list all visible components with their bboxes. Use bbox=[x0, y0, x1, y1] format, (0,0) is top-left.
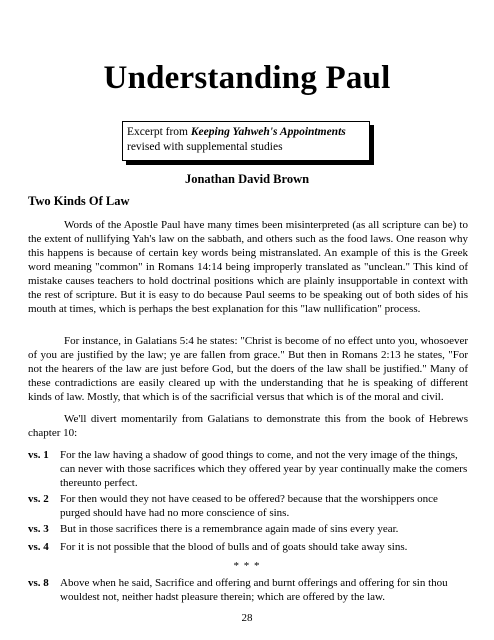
excerpt-box bbox=[122, 121, 370, 161]
excerpt-line-2: revised with supplemental studies bbox=[127, 141, 283, 153]
verse-text: But in those sacrifices there is a remembrance again made of sins every year. bbox=[60, 523, 399, 535]
verse-text: Above when he said, Sacrifice and offering and burnt offerings and offering for sin thou wouldest not, neither hadst pleasure therein; which are offered by the law. bbox=[60, 577, 448, 603]
paragraph-3 bbox=[28, 412, 468, 440]
verse-4 bbox=[28, 540, 468, 554]
verse-number: vs. 3 bbox=[28, 523, 49, 535]
verse-1 bbox=[28, 448, 468, 490]
verse-2 bbox=[28, 492, 468, 520]
verse-number: vs. 4 bbox=[28, 541, 49, 553]
paragraph-1 bbox=[28, 218, 468, 316]
excerpt-prefix: Excerpt from bbox=[127, 126, 191, 138]
paragraph-text: For instance, in Galatians 5:4 he states: "Christ is become of no effect unto you, whosoever of you are justified by the law; ye are fallen from grace." But then in Romans 2:13 he states, "For not the hearers of the law are just before God, but the doers of the law shall be justified." Many of these contradictions are easily cleared up with the understanding that he is speaking of different kinds of law. Mostly, that which is of the sacrificial versus that which is of the moral and civil. bbox=[28, 335, 468, 403]
verse-8 bbox=[28, 576, 468, 604]
verse-text: For the law having a shadow of good things to come, and not the very image of the things, can never with those sacrifices which they offered year by year continually make the comers thereunto perfect. bbox=[60, 449, 468, 489]
verse-3 bbox=[28, 522, 468, 536]
verse-text: For then would they not have ceased to be offered? because that the worshippers once purged should have had no more conscience of sins. bbox=[60, 493, 438, 519]
verse-number: vs. 2 bbox=[28, 493, 49, 505]
verse-text: For it is not possible that the blood of bulls and of goats should take away sins. bbox=[60, 541, 408, 553]
author-name: Jonathan David Brown bbox=[184, 172, 310, 186]
verse-number: vs. 8 bbox=[28, 577, 49, 589]
paragraph-2 bbox=[28, 334, 468, 404]
excerpt-line-1 bbox=[127, 125, 365, 140]
page-title: Understanding Paul bbox=[103, 60, 391, 96]
section-separator: * * * bbox=[233, 560, 261, 572]
verse-number: vs. 1 bbox=[28, 449, 49, 461]
page-number: 28 bbox=[241, 612, 253, 624]
section-heading: Two Kinds Of Law bbox=[28, 194, 130, 208]
excerpt-callout bbox=[122, 121, 370, 161]
paragraph-text: Words of the Apostle Paul have many times been misinterpreted (as all scripture can be) to the extent of nullifying Yah's law on the sabbath, and others such as the food laws. One reason why this happens is because of certain key words being mistranslated. An example of this is the Greek word meaning "common" in Romans 14:14 being improperly translated as "unclean." This kind of mistake causes teachers to hold doctrinal positions which are plainly insupportable in context with the rest of scripture. But it is easy to do because Paul seems to be speaking out of both sides of his mouth at times, which is perhaps the best explanation for this "law nullification" process. bbox=[28, 219, 468, 315]
book-title: Keeping Yahweh's Appointments bbox=[190, 126, 346, 138]
paragraph-text: We'll divert momentarily from Galatians to demonstrate this from the book of Hebrews chapter 10: bbox=[28, 413, 468, 439]
